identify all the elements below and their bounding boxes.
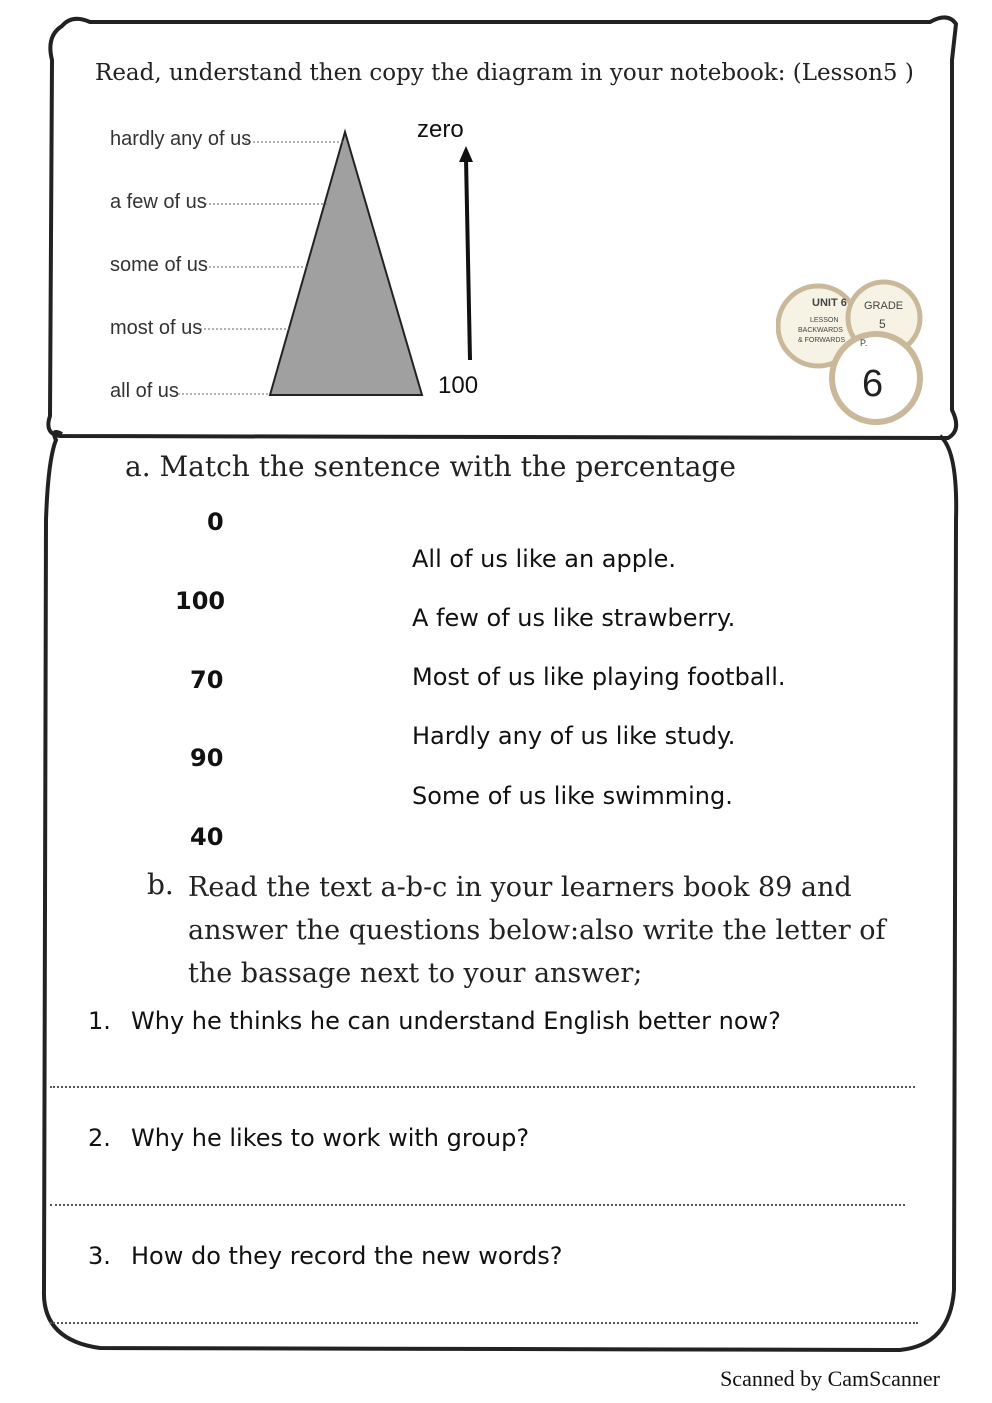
answer-line-3[interactable]	[50, 1322, 918, 1324]
question-2-text: Why he likes to work with group?	[131, 1124, 530, 1152]
sentence-2: A few of us like strawberry.	[412, 604, 736, 632]
question-3-text: How do they record the new words?	[131, 1242, 563, 1270]
level-label-hardly: hardly any of us	[110, 128, 252, 150]
instruction-text: Read, understand then copy the diagram in your notebook: (Lesson5 )	[95, 60, 914, 86]
svg-text:5: 5	[879, 317, 886, 331]
axis-arrow-head	[459, 146, 473, 162]
level-label-most: most of us	[110, 317, 203, 339]
sentence-3: Most of us like playing football.	[412, 663, 786, 691]
svg-text:& FORWARDS: & FORWARDS	[798, 337, 846, 344]
level-label-all: all of us	[110, 380, 179, 402]
question-1-text: Why he thinks he can understand English better now?	[131, 1007, 781, 1035]
percentage-70: 70	[190, 666, 224, 694]
question-3-number: 3.	[88, 1242, 111, 1270]
section-a-heading: a. Match the sentence with the percentage	[125, 450, 736, 483]
sentence-1: All of us like an apple.	[412, 545, 677, 573]
answer-line-1[interactable]	[50, 1086, 915, 1088]
level-label-few: a few of us	[110, 191, 207, 213]
scanner-watermark: Scanned by CamScanner	[720, 1366, 940, 1391]
pyramid-triangle	[270, 132, 422, 395]
svg-text:UNIT 6: UNIT 6	[812, 297, 847, 309]
question-1-number: 1.	[88, 1007, 111, 1035]
section-b-text: Read the text a-b-c in your learners book 89 and answer the questions below:also write the letter of the bassage next to your answer;	[188, 872, 886, 989]
question-2-number: 2.	[88, 1124, 111, 1152]
answer-line-2[interactable]	[50, 1204, 905, 1206]
svg-text:LESSON: LESSON	[810, 317, 839, 324]
svg-text:GRADE: GRADE	[864, 300, 904, 312]
percentage-90: 90	[190, 744, 224, 772]
percentage-100: 100	[175, 587, 226, 615]
svg-text:BACKWARDS: BACKWARDS	[798, 327, 843, 334]
sentence-4: Hardly any of us like study.	[412, 722, 736, 750]
axis-bottom-label: 100	[438, 372, 479, 399]
svg-text:6: 6	[862, 363, 884, 405]
section-b-label: b.	[147, 868, 174, 901]
percentage-0: 0	[207, 508, 224, 536]
axis-top-label: zero	[417, 116, 464, 143]
unit-badge-logo	[776, 278, 926, 428]
level-label-some: some of us	[110, 254, 208, 276]
axis-arrow-line	[466, 158, 470, 360]
sentence-5: Some of us like swimming.	[412, 782, 733, 810]
svg-text:P.: P.	[860, 338, 868, 348]
percentage-40: 40	[190, 823, 224, 851]
